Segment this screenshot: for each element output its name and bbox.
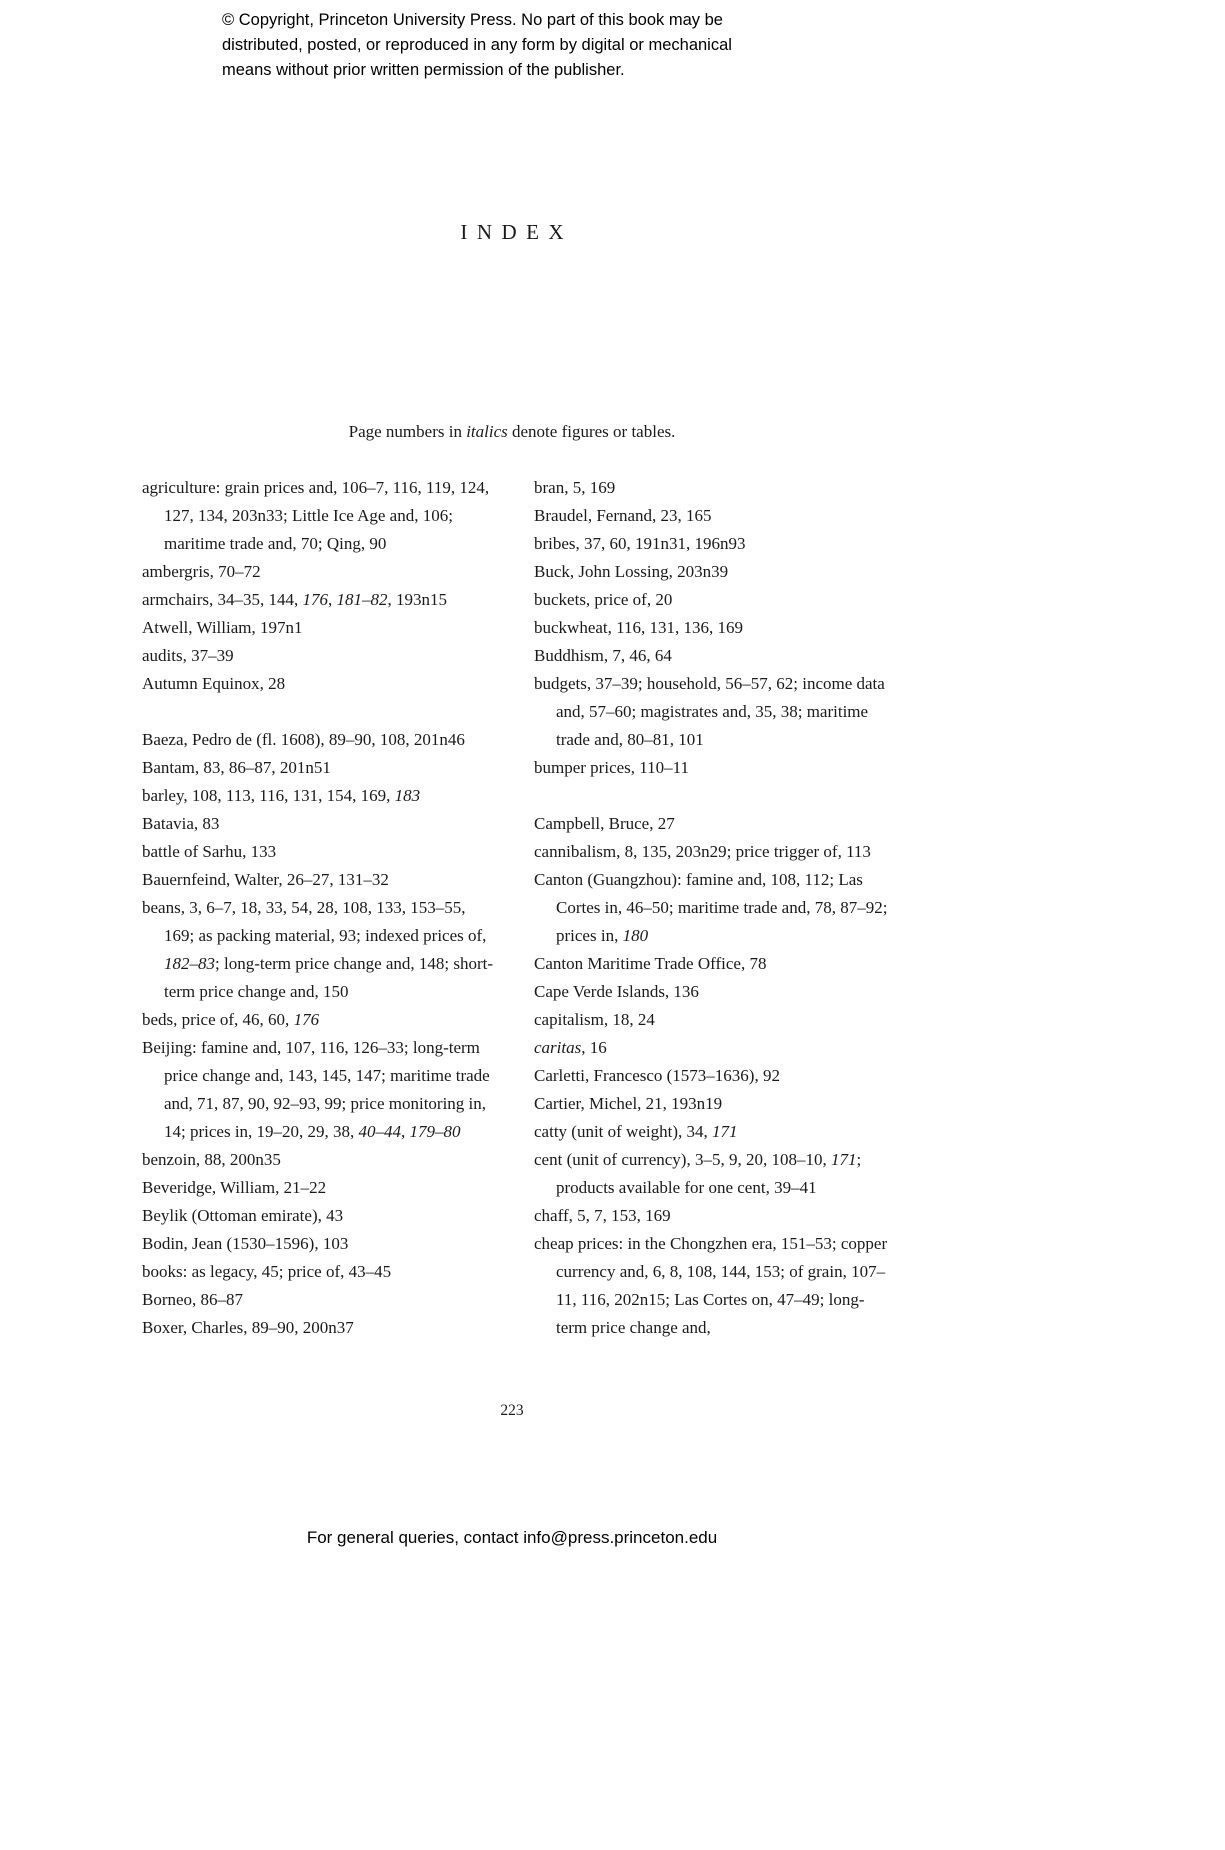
index-entry: Atwell, William, 197n1	[142, 618, 303, 637]
index-entry: Buck, John Lossing, 203n39	[534, 562, 729, 581]
index-entry: Baeza, Pedro de (fl. 1608), 89–90, 108, 201n46	[142, 730, 465, 749]
index-entry: audits, 37–39	[142, 646, 234, 665]
index-entry: catty (unit of weight), 34, 171	[534, 1122, 738, 1141]
index-columns	[142, 474, 888, 1342]
index-entry: Carletti, Francesco (1573–1636), 92	[534, 1066, 780, 1085]
index-entry: Cartier, Michel, 21, 193n19	[534, 1094, 723, 1113]
index-entry: Beijing: famine and, 107, 116, 126–33; long-term price change and, 143, 145, 147; maritime trade and, 71, 87, 90, 92–93, 99; price monitoring in, 14; prices in, 19–20, 29, 38, 40–44, 179–80	[142, 1038, 490, 1141]
index-entry: Canton Maritime Trade Office, 78	[534, 954, 767, 973]
index-entry: Autumn Equinox, 28	[142, 674, 286, 693]
index-entry: Bauernfeind, Walter, 26–27, 131–32	[142, 870, 389, 889]
index-column	[534, 474, 888, 1342]
index-entry: Campbell, Bruce, 27	[534, 814, 675, 833]
index-entry: barley, 108, 113, 116, 131, 154, 169, 183	[142, 786, 421, 805]
index-group	[142, 726, 496, 1342]
index-entry: chaff, 5, 7, 153, 169	[534, 1206, 671, 1225]
index-entry: bran, 5, 169	[534, 478, 616, 497]
index-entry: Beveridge, William, 21–22	[142, 1178, 327, 1197]
copyright-notice	[222, 8, 732, 83]
index-entry: capitalism, 18, 24	[534, 1010, 655, 1029]
copyright-line: © Copyright, Princeton University Press. No part of this book may be	[222, 11, 723, 29]
index-entry: Cape Verde Islands, 136	[534, 982, 699, 1001]
index-entry: caritas, 16	[534, 1038, 607, 1057]
index-entry: Borneo, 86–87	[142, 1290, 244, 1309]
page-number: 223	[500, 1402, 524, 1419]
index-entry: buckets, price of, 20	[534, 590, 673, 609]
index-entry: cannibalism, 8, 135, 203n29; price trigger of, 113	[534, 842, 871, 861]
index-entry: Boxer, Charles, 89–90, 200n37	[142, 1318, 354, 1337]
index-group	[534, 474, 888, 782]
index-entry: ambergris, 70–72	[142, 562, 261, 581]
index-column	[142, 474, 496, 1342]
index-entry: Beylik (Ottoman emirate), 43	[142, 1206, 344, 1225]
index-entry: beds, price of, 46, 60, 176	[142, 1010, 320, 1029]
index-entry: Batavia, 83	[142, 814, 220, 833]
copyright-line: distributed, posted, or reproduced in any form by digital or mechanical	[222, 36, 732, 54]
index-entry: cent (unit of currency), 3–5, 9, 20, 108–10, 171; products available for one cent, 39–41	[534, 1150, 862, 1197]
index-entry: bumper prices, 110–11	[534, 758, 690, 777]
index-group	[142, 474, 496, 698]
index-entry: Braudel, Fernand, 23, 165	[534, 506, 712, 525]
index-subtitle: Page numbers in italics denote figures or tables.	[348, 422, 676, 441]
index-entry: bribes, 37, 60, 191n31, 196n93	[534, 534, 746, 553]
index-entry: beans, 3, 6–7, 18, 33, 54, 28, 108, 133, 153–55, 169; as packing material, 93; indexed prices of, 182–83; long-term price change and, 148; short-term price change and, 150	[142, 898, 494, 1001]
index-entry: battle of Sarhu, 133	[142, 842, 277, 861]
footer-text: For general queries, contact info@press.princeton.edu	[306, 1528, 718, 1547]
index-entry: cheap prices: in the Chongzhen era, 151–53; copper currency and, 6, 8, 108, 144, 153; of grain, 107–11, 116, 202n15; Las Cortes on, 47–49; long-term price change and,	[534, 1234, 888, 1337]
copyright-line: means without prior written permission of the publisher.	[222, 61, 625, 79]
index-entry: agriculture: grain prices and, 106–7, 116, 119, 124, 127, 134, 203n33; Little Ice Age and, 106; maritime trade and, 70; Qing, 90	[142, 478, 490, 553]
index-entry: books: as legacy, 45; price of, 43–45	[142, 1262, 392, 1281]
index-entry: budgets, 37–39; household, 56–57, 62; income data and, 57–60; magistrates and, 35, 38; maritime trade and, 80–81, 101	[534, 674, 885, 749]
index-entry: Buddhism, 7, 46, 64	[534, 646, 672, 665]
index-entry: buckwheat, 116, 131, 136, 169	[534, 618, 744, 637]
page-title: INDEX	[460, 220, 573, 244]
index-group	[534, 810, 888, 1342]
index-entry: Bodin, Jean (1530–1596), 103	[142, 1234, 349, 1253]
index-entry: armchairs, 34–35, 144, 176, 181–82, 193n15	[142, 590, 448, 609]
index-entry: benzoin, 88, 200n35	[142, 1150, 281, 1169]
index-entry: Canton (Guangzhou): famine and, 108, 112; Las Cortes in, 46–50; maritime trade and, 78, 87–92; prices in, 180	[534, 870, 888, 945]
index-entry: Bantam, 83, 86–87, 201n51	[142, 758, 331, 777]
